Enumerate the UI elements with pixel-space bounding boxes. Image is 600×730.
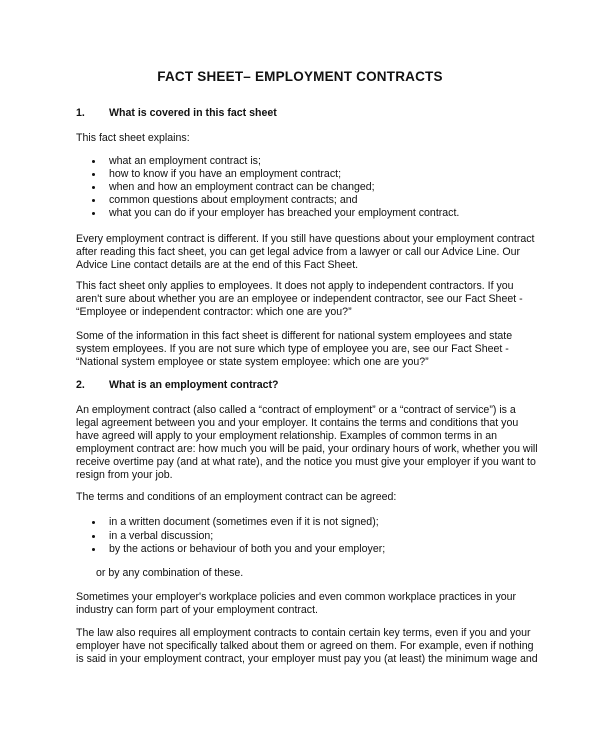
page-bottom-fade <box>0 670 600 730</box>
paragraph-line: Advice Line contact details are at the end of this Fact Sheet. <box>76 259 359 271</box>
paragraph-line: after reading this fact sheet, you can get legal advice from a lawyer or call our Advice Line. Our <box>76 246 520 258</box>
list-item: in a verbal discussion; <box>92 530 385 544</box>
section-1-paragraph-2 <box>76 280 534 319</box>
paragraph-line: employer have not specifically talked about them or agreed on them. For example, even if nothing <box>76 640 534 652</box>
paragraph-line: is said in your employment contract, your employer must pay you (at least) the minimum wage and <box>76 653 538 665</box>
section-2-number: 2. <box>76 379 85 391</box>
list-item: common questions about employment contracts; and <box>92 194 459 207</box>
section-1-number: 1. <box>76 107 85 119</box>
paragraph-line: “Employee or independent contractor: which one are you?” <box>76 306 352 318</box>
list-item: when and how an employment contract can be changed; <box>92 181 459 194</box>
list-item: in a written document (sometimes even if it is not signed); <box>92 516 385 530</box>
paragraph-line: industry can form part of your employment contract. <box>76 604 318 616</box>
paragraph-line: The law also requires all employment contracts to contain certain key terms, even if you and your <box>76 627 531 639</box>
paragraph-line: receive overtime pay (and at what rate), and the notice you must give your employer if you want to <box>76 456 536 468</box>
document-title: FACT SHEET– EMPLOYMENT CONTRACTS <box>157 69 443 84</box>
section-1-intro: This fact sheet explains: <box>76 132 190 144</box>
paragraph-line: “National system employee or state system employee: which one are you?” <box>76 356 429 368</box>
section-2-title: What is an employment contract? <box>109 379 279 391</box>
section-2-bullet-list <box>92 516 385 557</box>
paragraph-line: Every employment contract is different. If you still have questions about your employment contract <box>76 233 535 245</box>
paragraph-line: An employment contract (also called a “contract of employment” or a “contract of service”) is a <box>76 404 516 416</box>
paragraph-line: legal agreement between you and your employer. It contains the terms and conditions that you <box>76 417 519 429</box>
paragraph-line: aren't sure about whether you are an employee or independent contractor, see our Fact Sheet - <box>76 293 523 305</box>
section-1-paragraph-1 <box>76 233 534 272</box>
list-item: by the actions or behaviour of both you and your employer; <box>92 543 385 557</box>
paragraph-line: resign from your job. <box>76 469 173 481</box>
section-2-paragraph-2 <box>76 591 534 617</box>
section-2-paragraph-3 <box>76 627 538 666</box>
paragraph-line: employment contract are: how much you will be paid, your ordinary hours of work, whether you will <box>76 443 538 455</box>
list-item: what an employment contract is; <box>92 155 459 168</box>
section-1-bullet-list <box>92 155 459 220</box>
section-1-title: What is covered in this fact sheet <box>109 107 277 119</box>
paragraph-line: have agreed will apply to your employment relationship. Examples of common terms in an <box>76 430 498 442</box>
paragraph-line: Sometimes your employer's workplace policies and even common workplace practices in your <box>76 591 517 603</box>
list-item: how to know if you have an employment contract; <box>92 168 459 181</box>
paragraph-line: Some of the information in this fact sheet is different for national system employees and state <box>76 330 513 342</box>
paragraph-line: This fact sheet only applies to employees. It does not apply to independent contractors. If you <box>76 280 514 292</box>
section-2-paragraph-1 <box>76 404 538 482</box>
section-1-paragraph-3 <box>76 330 534 369</box>
section-1-heading <box>76 107 277 120</box>
section-2-intro: The terms and conditions of an employment contract can be agreed: <box>76 491 397 503</box>
list-item: what you can do if your employer has breached your employment contract. <box>92 207 459 220</box>
section-2-heading <box>76 379 279 392</box>
combination-note: or by any combination of these. <box>96 567 244 579</box>
paragraph-line: system employees. If you are not sure which type of employee you are, see our Fact Sheet - <box>76 343 509 355</box>
